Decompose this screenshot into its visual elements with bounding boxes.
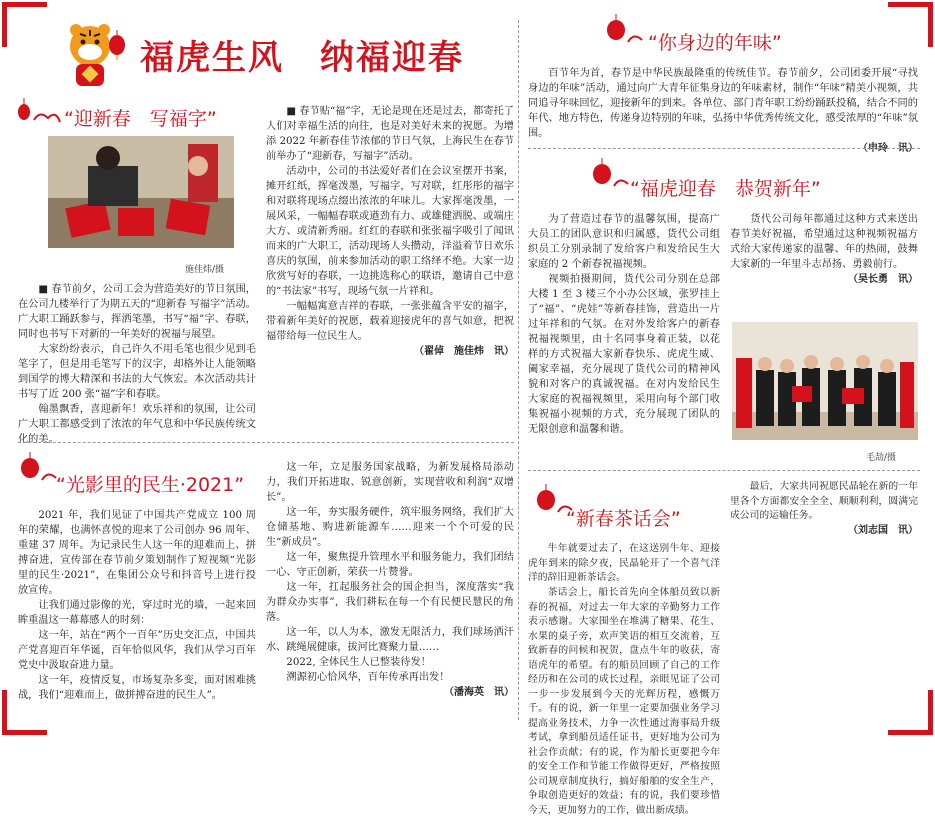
paragraph: 这一年，以人为本，激发无限活力，我们球场洒汗水、跳绳展健康，拔河比赛聚力量…… xyxy=(266,627,514,653)
section-divider xyxy=(528,148,920,149)
paragraph: 让我们通过影像的光，穿过时光的墙，一起来回眸重温这一幕幕感人的时刻： xyxy=(18,600,256,626)
page-title: 福虎生风 纳福迎春 xyxy=(140,38,464,78)
article-minsheng-col2 xyxy=(266,460,514,700)
credit-writing: （翟倬 施佳炜 讯） xyxy=(414,346,514,357)
frame-corner-bottom-right xyxy=(888,690,933,735)
photo-caption-greeting: 毛劼/摄 xyxy=(866,453,897,463)
section-title-greeting: “福虎迎春 恭贺新年” xyxy=(630,178,821,200)
credit-greeting: （吴长勇 讯） xyxy=(848,274,918,285)
paragraph: 最后，大家共同祝愿民晶轮在新的一年里各个方面都安全全全、顺顺利利，圆满完成公司的运输任务。 xyxy=(730,481,918,521)
paragraph: 一幅幅寓意吉祥的春联，一张张蕴含平安的福字，带着新年美好的祝愿，载着迎接虎年的喜气如意，把祝福带给每一位民生人。 xyxy=(266,301,514,342)
paragraph: 这一年，站在“两个一百年”历史交汇点，中国共产党喜迎百年华诞，百年恰似风华，我们从学习百年党史中汲取奋进力量。 xyxy=(18,630,256,671)
credit-minsheng: （潘海英 讯） xyxy=(444,687,514,698)
article-minsheng-col1 xyxy=(18,508,256,703)
section-divider xyxy=(528,470,920,471)
column-divider xyxy=(518,20,519,720)
photo-caption-writing: 施佳炜/摄 xyxy=(185,265,225,275)
paragraph: 为了营造过春节的温馨氛围，提高广大员工的团队意识和归属感，货代公司组织员工分别录制了发给客户和发给民生大家庭的 2 个新春祝福视频。 xyxy=(528,214,720,270)
paragraph: ■ 春节前夕，公司工会为营造美好的节日氛围，在公司九楼举行了为期五天的“迎新春 写福字”活动。广大职工踊跃参与，挥洒笔墨，书写“福”字、春联，同时也书写下对新的一年美好的祝福与展望。 xyxy=(18,284,256,340)
article-greeting-col1 xyxy=(528,212,720,437)
photo-calligraphy xyxy=(48,136,234,248)
paragraph: 视频拍摄期间，货代公司分别在总部大楼 1 至 3 楼三个小办公区域，张罗挂上了“福”、“虎娃”等新春挂饰，营造出一片过年祥和的气氛。在对外发给客户的新春祝福视频里，由十名同事身着正装，以花样的方式祝福大家新春快乐、虎虎生威、阖家幸福，充分展现了货代公司的精神风貌和对客户的真诚祝福。在对内发给民生大家庭的祝福视频里，采用向每个部门收集祝福小视频的方式，充分展现了团队的无限创意和温馨和谐。 xyxy=(528,274,720,435)
paragraph: 这一年，疫情反复，市场复杂多变，面对困难挑战，我们“迎难而上，做拼搏奋进的民生人”。 xyxy=(18,675,256,701)
credit-nianwei: （申玲 讯） xyxy=(858,143,918,154)
article-nianwei xyxy=(528,66,918,156)
photo-greeting-group xyxy=(732,322,918,440)
paragraph: 2021 年，我们见证了中国共产党成立 100 周年的荣耀，也满怀喜悦的迎来了公司创办 96 周年、重建 37 周年。为记录民生人这一年的迎难而上、拼搏奋进，宣传部在春节前夕策划制作了短视频“光影里的民生·2021”，在集团公众号和抖音号上进行投放宣传。 xyxy=(18,510,256,596)
lantern-icon xyxy=(592,158,632,198)
lantern-icon xyxy=(606,14,646,54)
section-title-writing: “迎新春 写福字” xyxy=(64,108,217,130)
section-title-nianwei: “你身边的年味” xyxy=(648,32,782,54)
frame-corner-top-right xyxy=(888,2,933,47)
paragraph: 这一年，扛起服务社会的国企担当，深度落实“我为群众办实事”，我们耕耘在每一个有民便民慧民的角落。 xyxy=(266,582,514,623)
article-writing-col1 xyxy=(18,282,256,447)
article-writing-col2 xyxy=(266,104,514,359)
paragraph: 这一年，立足服务国家战略，为新发展格局添动力，我们开拓进取、锐意创新，实现营收和利润“双增长”。 xyxy=(266,462,514,503)
paragraph: 大家纷纷表示，自己许久不用毛笔也很少见到毛笔字了，但是用毛笔写下的汉字，却格外让人能领略到国学的博大精深和书法的大气恢宏。本次活动共计书写了近 200 张“福”字和春联。 xyxy=(18,344,256,400)
paragraph: 翰墨飘香，喜迎新年！欢乐祥和的氛围，让公司广大职工都感受到了浓浓的年气息和中华民族传统文化的美。 xyxy=(18,404,256,445)
section-divider xyxy=(18,442,514,443)
lantern-icon xyxy=(18,98,62,128)
article-tea-col1b xyxy=(528,586,720,816)
credit-tea: （刘志国 讯） xyxy=(848,524,918,536)
paragraph: 2022, 全体民生人已整装待发！ xyxy=(286,657,431,668)
lantern-icon xyxy=(20,452,60,492)
paragraph: 茶话会上，船长首先向全体船员致以新春的祝福，对过去一年大家的辛勤努力工作表示感谢。大家围坐在堆满了糖果、花生、水果的桌子旁，欢声笑语的相互交流着，互致新春的问候和祝贺，盘点牛年的收获，寄语虎年的希望。有的船员回顾了自己的工作经历和在公司的成长过程，亲眼见证了公司一步一步发展到今天的光辉历程，感慨万千。有的说，新一年里一定要加强业务学习提高业务技术，力争一次性通过海事局升级考试，拿到船员适任证书，更好地为公司为社会作贡献；有的说，作为船长更要把今年的安全工作和节能工作做得更好，严格按照公司规章制度执行，搞好船舶的安全生产，争取创造更好的效益；有的说，我们要珍惜今天，更加努力的工作，做出新成绩。 xyxy=(528,587,720,816)
paragraph: 溯源初心恰风华，百年传承再出发！ xyxy=(286,672,450,683)
paragraph: 货代公司每年都通过这种方式来送出春节美好祝福，希望通过这种视频祝福方式给大家传递家的温馨、年的热闹，鼓舞大家新的一年里斗志昂扬、勇毅前行。 xyxy=(730,214,918,270)
section-title-tea: “新春茶话会” xyxy=(566,508,681,530)
paragraph: 这一年，聚焦提升管理水平和服务能力，我们团结一心、守正创新，荣获一片赞誉。 xyxy=(266,552,514,578)
paragraph: 百节年为首，春节是中华民族最隆重的传统佳节。春节前夕，公司团委开展“寻找身边的年味”活动，通过向广大青年征集身边的年味素材，制作“年味”精美小视频，共同追寻年味回忆，迎接新年的到来。各单位、部门青年职工纷纷踊跃投稿，结合不同的年代、地方特色，传递身边特别的年味，弘扬中华优秀传统文化，感受浓厚的“年味”氛围。 xyxy=(528,68,918,139)
paragraph: 牛年就要过去了，在这送别牛年、迎接虎年到来的除夕夜，民晶轮开了一个喜气洋洋的辞旧迎新茶话会。 xyxy=(528,543,720,583)
lantern-icon xyxy=(108,30,126,60)
article-greeting-col2 xyxy=(730,212,918,287)
frame-corner-top-left xyxy=(2,2,47,47)
paragraph: ■ 春节贴“福”字，无论是现在还是过去，都寄托了人们对幸福生活的向往，也是对美好未来的祝愿。为增添 2022 年新春佳节浓郁的节日气氛，上海民生在春节前举办了“迎新春，写福字”活动。 xyxy=(266,106,514,162)
article-tea-col2 xyxy=(730,480,918,538)
paragraph: 活动中，公司的书法爱好者们在会议室摆开书案，摊开红纸，挥毫泼墨，写福字，写对联，红彤彤的福字和对联将现场点缀出浓浓的年味儿。大家挥毫泼墨，一展风采，一幅幅春联或遒劲有力、或雄健洒脱、或端庄大方、或清新秀丽。红红的春联和张张福字吸引了闻讯而来的广大职工，活动现场人头攒动，洋溢着节日欢乐喜庆的氛围，前来参加活动的职工络绎不绝。大家一边欣赏写好的春联，一边挑选称心的联语，邀请自己中意的“书法家”书写，现场气氛一片祥和。 xyxy=(266,166,514,297)
paragraph: 这一年，夯实服务硬件，筑牢服务网络，我们扩大仓储基地、购进新能源车……迎来一个个可爱的民生“新成员”。 xyxy=(266,507,514,548)
article-tea-col1 xyxy=(528,542,720,586)
section-title-minsheng: “光影里的民生·2021” xyxy=(56,474,245,496)
